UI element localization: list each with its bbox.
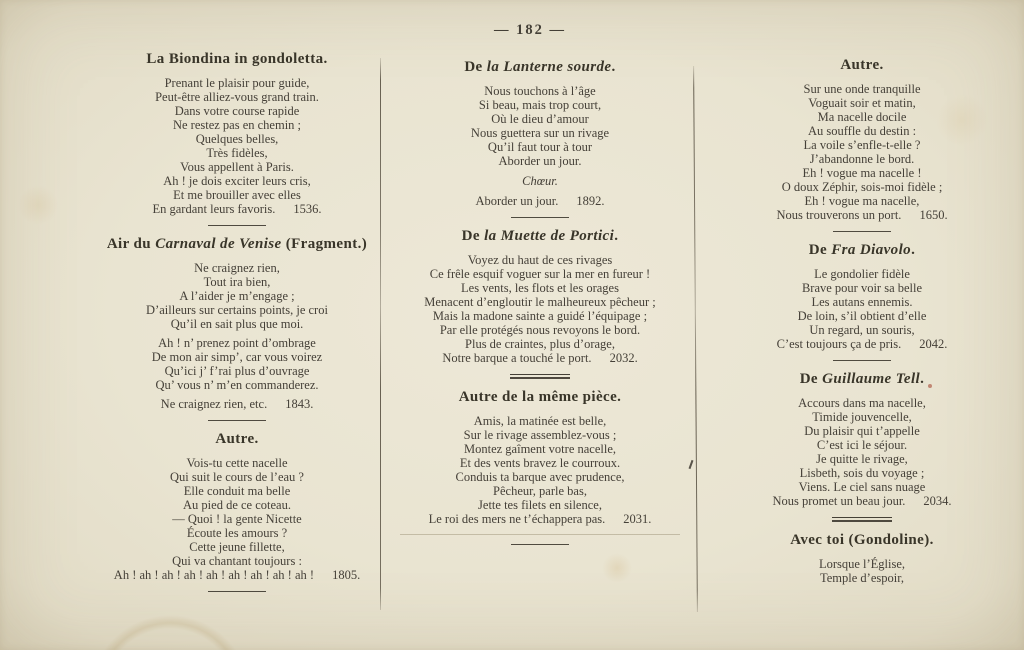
song-number: 2034. [923, 494, 952, 508]
block-separator [511, 217, 569, 218]
song-number: 1536. [293, 202, 322, 216]
choeur-label: Chœur. [522, 174, 558, 188]
verse-line: Nous guettera sur un rivage [470, 126, 610, 140]
stanza [388, 194, 692, 208]
song-title-text: . [614, 228, 619, 244]
verse-line: Prenant le plaisir pour guide, [164, 76, 310, 90]
verse-line: Aborder un jour. 1892. [475, 194, 605, 208]
verse-line: Ah ! ah ! ah ! ah ! ah ! ah ! ah ! ah ! ah ! 1805. [113, 568, 361, 582]
verse-line: Eh ! vogue ma nacelle ! [802, 166, 922, 180]
red-speck [928, 384, 932, 388]
song-number: 1805. [332, 568, 361, 582]
page-number: — 182 — [494, 22, 566, 38]
verse-line: Notre barque a touché le port. 2032. [442, 351, 638, 365]
song-title-text: . [911, 242, 916, 258]
verse-line: Ah ! n’ prenez point d’ombrage [158, 336, 316, 350]
verse-line: Peut-être alliez-vous grand train. [155, 90, 319, 104]
song-title-text: Autre. [840, 57, 884, 73]
verse-line: Et des vents bravez le courroux. [459, 456, 621, 470]
song-title [712, 241, 1012, 259]
song-title-text: (Fragment.) [281, 236, 368, 252]
verse-line: Si beau, mais trop court, [478, 98, 602, 112]
verse-line: Qu’ vous n’ m’en commanderez. [155, 378, 319, 392]
verse-line: Qui va chantant toujours : [172, 554, 302, 568]
song-title [388, 388, 692, 406]
song-number: 2032. [609, 351, 638, 365]
stanza [86, 76, 388, 216]
verse-line: La voile s’enfle-t-elle ? [803, 138, 921, 152]
column-middle [388, 58, 692, 554]
verse-line: Voyez du haut de ces rivages [467, 253, 613, 267]
song-number: 1892. [576, 194, 605, 208]
stanza [86, 261, 388, 331]
verse-line: Au pied de ce coteau. [183, 498, 291, 512]
song-title-text: La Biondina in gondoletta. [146, 51, 328, 67]
column-divider-right [693, 66, 698, 612]
verse-line: Accours dans ma nacelle, [798, 396, 926, 410]
song-title-italic-text: Carnaval de Venise [155, 236, 282, 252]
verse-line: En gardant leurs favoris. 1536. [152, 202, 322, 216]
verse-line: Un regard, un souris, [809, 323, 915, 337]
song-title-text: Air du [106, 236, 156, 252]
song-block [86, 430, 388, 592]
verse-line: De mon air simp’, car vous voirez [151, 350, 323, 364]
song-number: 2031. [623, 512, 652, 526]
verse-line: Très fidèles, [206, 146, 268, 160]
song-title-text: Autre. [215, 431, 259, 447]
verse-line: Les vents, les flots et les orages [461, 281, 619, 295]
verse-line: Plus de craintes, plus d’orage, [465, 337, 615, 351]
song-title [712, 56, 1012, 74]
verse-line: C’est ici le séjour. [816, 438, 908, 452]
stanza [388, 253, 692, 365]
stanza [712, 396, 1012, 508]
verse-line: Aborder un jour. [498, 154, 582, 168]
block-separator [833, 360, 891, 361]
song-title-italic-text: Fra Diavolo [831, 242, 912, 258]
song-title-text: . [920, 371, 925, 387]
song-title-italic-text: la Lanterne sourde [486, 59, 612, 75]
song-title-text: De [464, 59, 487, 75]
verse-line: Ce frêle esquif voguer sur la mer en fureur ! [429, 267, 651, 281]
song-title [86, 50, 388, 68]
verse-line: Sur le rivage assemblez-vous ; [463, 428, 617, 442]
verse-line: Au souffle du destin : [807, 124, 917, 138]
verse-line: Les autans ennemis. [811, 295, 913, 309]
stanza [712, 82, 1012, 222]
verse-line: Pêcheur, parle bas, [493, 484, 587, 498]
song-title [388, 227, 692, 245]
song-block [712, 370, 1012, 522]
song-title-italic-text: la Muette de Portici [484, 228, 615, 244]
verse-line: Ne craignez rien, [194, 261, 280, 275]
verse-line: — Quoi ! la gente Nicette [172, 512, 302, 526]
verse-line: A l’aider je m’engage ; [179, 289, 295, 303]
song-title-text: De [808, 242, 832, 258]
verse-line: Ne craignez rien, etc. 1843. [160, 397, 314, 411]
song-block [86, 235, 388, 421]
song-block [712, 531, 1012, 585]
verse-line: Eh ! vogue ma nacelle, [804, 194, 920, 208]
song-number: 2042. [919, 337, 948, 351]
block-separator [511, 544, 569, 545]
song-block [388, 388, 692, 545]
block-separator-double [510, 374, 570, 379]
block-separator [833, 231, 891, 232]
stanza [86, 397, 388, 411]
verse-line: Jette tes filets en silence, [478, 498, 602, 512]
verse-line: Qu’ici j’ f’rai plus d’ouvrage [164, 364, 310, 378]
verse-line: C’est toujours ça de pris. 2042. [776, 337, 948, 351]
song-title-text: . [611, 59, 616, 75]
stanza [712, 557, 1012, 585]
verse-line: Montez gaîment votre nacelle, [463, 442, 617, 456]
verse-line: Où le dieu d’amour [491, 112, 589, 126]
song-block [712, 241, 1012, 361]
song-title [388, 58, 692, 76]
song-title-text: Avec toi (Gondoline). [790, 532, 934, 548]
verse-line: Tout ira bien, [203, 275, 271, 289]
verse-line: Nous promet un beau jour. 2034. [772, 494, 952, 508]
song-title-italic-text: Guillaume Tell [822, 371, 921, 387]
song-title-text: De [461, 228, 485, 244]
verse-line: Quelques belles, [195, 132, 279, 146]
stanza [388, 414, 692, 526]
verse-line: Je quitte le rivage, [816, 452, 908, 466]
stanza [86, 336, 388, 392]
verse-line: Nous touchons à l’âge [484, 84, 596, 98]
column-left [86, 50, 388, 601]
verse-line: Cette jeune fillette, [189, 540, 285, 554]
verse-line: Ah ! je dois exciter leurs cris, [163, 174, 311, 188]
block-separator-double [832, 517, 892, 522]
song-block [388, 58, 692, 218]
verse-line: Elle conduit ma belle [183, 484, 291, 498]
song-title [712, 531, 1012, 549]
verse-line: Écoute les amours ? [186, 526, 288, 540]
song-number: 1843. [285, 397, 314, 411]
verse-line: Sur une onde tranquille [803, 82, 921, 96]
song-block [388, 227, 692, 379]
verse-line: Ne restez pas en chemin ; [172, 118, 302, 132]
verse-line: Brave pour voir sa belle [801, 281, 923, 295]
song-title [86, 430, 388, 448]
verse-line: J’abandonne le bord. [809, 152, 915, 166]
verse-line: Nous trouverons un port. 1650. [776, 208, 948, 222]
column-right [712, 56, 1012, 594]
verse-line: Vois-tu cette nacelle [186, 456, 288, 470]
verse-line: Qu’il faut tour à tour [487, 140, 593, 154]
verse-line: Menacent d’engloutir le malheureux pêcheur ; [424, 295, 656, 309]
block-separator [208, 591, 266, 592]
stanza [86, 456, 388, 582]
verse-line: Amis, la matinée est belle, [473, 414, 607, 428]
verse-line: Qui suit le cours de l’eau ? [170, 470, 304, 484]
song-title [712, 370, 1012, 388]
verse-line: Viens. Le ciel sans nuage [798, 480, 926, 494]
verse-line: Timide jouvencelle, [812, 410, 912, 424]
verse-line: Conduis ta barque avec prudence, [455, 470, 625, 484]
verse-line: Lisbeth, sois du voyage ; [799, 466, 925, 480]
block-separator [208, 420, 266, 421]
verse-line: Et me brouiller avec elles [173, 188, 301, 202]
song-title-text: Autre de la même pièce. [458, 389, 622, 405]
verse-line: De loin, s’il obtient d’elle [797, 309, 927, 323]
verse-line: Le roi des mers ne t’échappera pas. 2031. [428, 512, 652, 526]
song-block [712, 56, 1012, 232]
verse-line: Temple d’espoir, [819, 571, 904, 585]
song-title-text: De [799, 371, 823, 387]
song-block [86, 50, 388, 226]
verse-line: Ma nacelle docile [817, 110, 907, 124]
block-separator [208, 225, 266, 226]
stanza [388, 84, 692, 168]
verse-line: O doux Zéphir, sois-moi fidèle ; [781, 180, 943, 194]
stanza [712, 267, 1012, 351]
verse-line: Qu’il en sait plus que moi. [170, 317, 304, 331]
verse-line: Voguait soir et matin, [808, 96, 916, 110]
verse-line: Le gondolier fidèle [814, 267, 910, 281]
verse-line: Vous appellent à Paris. [180, 160, 294, 174]
verse-line: Lorsque l’Église, [818, 557, 906, 571]
verse-line: Dans votre course rapide [174, 104, 300, 118]
song-title [86, 235, 388, 253]
verse-line: Par elle protégés nous revoyons le bord. [439, 323, 641, 337]
verse-line: Du plaisir qui t’appelle [804, 424, 920, 438]
verse-line: D’ailleurs sur certains points, je croi [146, 303, 328, 317]
block-separator-faint [400, 534, 680, 535]
song-number: 1650. [919, 208, 948, 222]
verse-line: Mais la madone sainte a guidé l’équipage ; [432, 309, 648, 323]
